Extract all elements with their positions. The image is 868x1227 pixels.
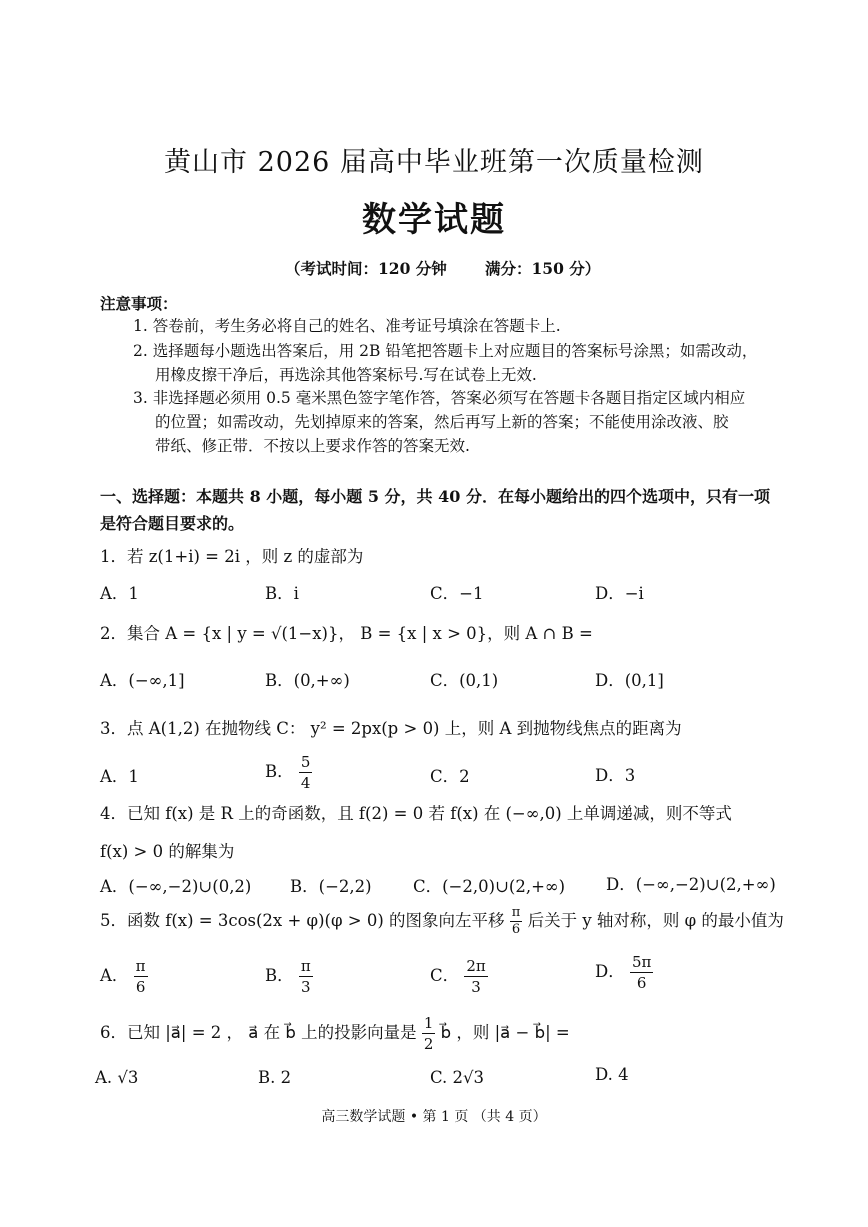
q3-option-c: C．2	[430, 767, 470, 786]
question-2-stem: 2．集合 A = {x | y = √(1−x)}， B = {x | x > 0}，则 A ∩ B =	[100, 624, 593, 643]
q1-option-b: B．i	[265, 584, 299, 603]
fraction	[510, 905, 523, 938]
question-5-stem	[100, 905, 784, 938]
q2-option-d: D．(0,1]	[595, 671, 664, 690]
q6-option-d: D. 4	[595, 1065, 629, 1084]
q6-option-a: A. √3	[95, 1068, 139, 1087]
question-6-stem	[100, 1013, 570, 1054]
q3-option-d: D．3	[595, 766, 636, 785]
notice-item: 2. 选择题每小题选出答案后，用 2B 铅笔把答题卡上对应题目的答案标号涂黑；如需改动，	[133, 342, 758, 360]
numerator: 5	[300, 753, 311, 771]
denominator: 6	[636, 974, 647, 992]
q5-option-b	[265, 956, 313, 997]
question-4-stem-cont: f(x) > 0 的解集为	[100, 842, 235, 861]
q2-option-b: B．(0,+∞)	[265, 671, 350, 690]
denominator: 3	[471, 978, 481, 996]
q2-option-c: C．(0,1)	[430, 671, 499, 690]
q5-option-c	[430, 956, 488, 997]
fraction	[630, 952, 653, 993]
numerator: π	[511, 905, 521, 920]
q1-option-c: C．−1	[430, 584, 484, 603]
stem-part: 后关于 y 轴对称，则 φ 的最小值为	[527, 911, 784, 930]
q1-option-a: A．1	[100, 584, 139, 603]
denominator: 2	[423, 1035, 434, 1053]
exam-time: （考试时间：120 分钟	[285, 259, 447, 278]
q3-option-a: A．1	[100, 767, 139, 786]
numerator: 1	[423, 1014, 434, 1032]
option-label: B．	[265, 966, 294, 985]
denominator: 4	[300, 774, 311, 792]
stem-part: b⃗ ，则 |a⃗ − b⃗| =	[440, 1023, 570, 1042]
notice-item: 3. 非选择题必须用 0.5 毫米黑色签字笔作答，答案必须写在答题卡各题目指定区域内相应	[133, 389, 746, 407]
option-label: C．	[430, 966, 460, 985]
q5-option-d	[595, 952, 653, 993]
notice-item: 1. 答卷前，考生务必将自己的姓名、准考证号填涂在答题卡上.	[133, 317, 561, 335]
subject-title: 数学试题	[362, 200, 506, 240]
q2-option-a: A．(−∞,1]	[100, 671, 185, 690]
option-label: D．	[595, 962, 625, 981]
option-label: B．	[265, 762, 294, 781]
numerator: 2π	[466, 957, 486, 975]
page-footer: 高三数学试题 • 第 1 页 （共 4 页）	[321, 1109, 547, 1125]
q1-option-d: D．−i	[595, 584, 644, 603]
denominator: 6	[511, 922, 521, 937]
denominator: 6	[135, 978, 146, 996]
q6-option-c: C. 2√3	[430, 1068, 485, 1087]
question-4-stem: 4．已知 f(x) 是 R 上的奇函数，且 f(2) = 0 若 f(x) 在 (−∞,0) 上单调递减，则不等式	[100, 804, 732, 823]
q4-option-b: B．(−2,2)	[290, 877, 372, 896]
numerator: 5π	[631, 953, 652, 971]
denominator: 3	[301, 978, 311, 996]
fraction	[134, 956, 148, 997]
fraction	[422, 1013, 436, 1054]
full-score: 满分：150 分）	[485, 259, 601, 278]
stem-part: 5．函数 f(x) = 3cos(2x + φ)(φ > 0) 的图象向左平移	[100, 911, 505, 930]
numerator: π	[300, 957, 311, 975]
q3-option-b	[265, 752, 312, 793]
q4-option-a: A．(−∞,−2)∪(0,2)	[100, 877, 252, 896]
fraction	[464, 956, 487, 997]
notice-item: 用橡皮擦干净后，再选涂其他答案标号.写在试卷上无效.	[155, 366, 537, 384]
exam-title: 黄山市 2026 届高中毕业班第一次质量检测	[164, 147, 704, 178]
q5-option-a	[100, 956, 148, 997]
q6-option-b: B. 2	[258, 1068, 292, 1087]
stem-part: 6．已知 |a⃗| = 2 ， a⃗ 在 b⃗ 上的投影向量是	[100, 1023, 417, 1042]
notice-item: 的位置；如需改动，先划掉原来的答案，然后再写上新的答案；不能使用涂改液、胶	[155, 413, 729, 431]
q4-option-d: D．(−∞,−2)∪(2,+∞)	[606, 875, 776, 894]
notice-heading: 注意事项：	[100, 294, 178, 313]
q4-option-c: C．(−2,0)∪(2,+∞)	[413, 877, 566, 896]
section-heading: 一、选择题：本题共 8 小题，每小题 5 分，共 40 分．在每小题给出的四个选项中，只有一项是符合题目要求的。	[100, 487, 770, 533]
fraction	[299, 956, 313, 997]
numerator: π	[135, 957, 146, 975]
question-1-stem: 1．若 z(1+i) = 2i ，则 z 的虚部为	[100, 547, 364, 566]
fraction	[299, 752, 313, 793]
question-3-stem: 3．点 A(1,2) 在抛物线 C： y² = 2px(p > 0) 上，则 A 到抛物线焦点的距离为	[100, 719, 682, 738]
option-label: A．	[100, 966, 129, 985]
notice-item: 带纸、修正带．不按以上要求作答的答案无效.	[155, 437, 470, 455]
